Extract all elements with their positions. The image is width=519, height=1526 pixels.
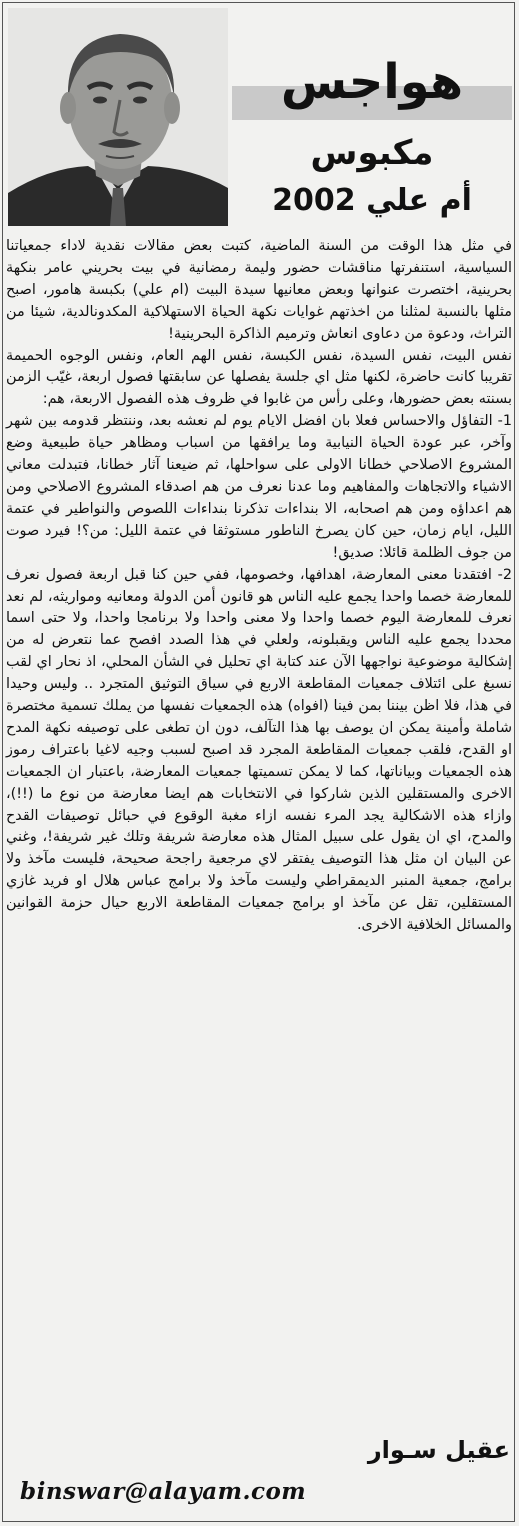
column-heading xyxy=(232,8,512,226)
article-paragraph: نفس البيت، نفس السيدة، نفس الكبسة، نفس الهم العام، ونفس الوجوه الحميمة تقريبا كانت حاضرة، لكنها مثل اي جلسة يفصلها عن سابقتها فصول اربعة، غيّب الزمن بسنته بعض حضورها، وعلى رأس من غابوا في ظروف هذه الفصول الاربعة، هم: xyxy=(6,347,512,408)
article-paragraph: في مثل هذا الوقت من السنة الماضية، كتبت بعض مقالات نقدية لاداء جمعياتنا السياسية، استنفرتها مناقشات حضور وليمة رمضانية في بيت بحريني عامر بنكهة بحرينية، اختصرت عنوانها وبعض معانيها سيدة البيت (ام علي) بكبسة هامور، اصبح مثلها بالنسبة لمثلنا من اخذتهم غوايات نكهة الحياة الاستهلاكية المكدونالدية، شيئا من التراث، ودعوة من دعاوى انعاش وترميم الذاكرة البحرينية! xyxy=(6,238,512,342)
column-title: هواجس xyxy=(280,54,464,110)
article-paragraph: 2- افتقدنا معنى المعارضة، اهدافها، وخصومها، ففي حين كنا قبل اربعة فصول نعرف للمعارضة خصما واحدا يجمع عليه الناس هو قانون أمن الدولة ومعانيه ومواريثه، لم نعد نعرف للمعارضة اليوم خصما واحدا ولا معنى واحدا ولا برنامجا واحدا، ولا حتى اسما محددا يجمع عليه الناس ويقبلونه، ولعلي في هذا الصدد افصح عما نتعرض له من إشكالية موضوعية نواجهها الآن عند كتابة اي تحليل في الشأن المحلي، اذ نحار اي لقب نسبغ على ائتلاف جمعيات المقاطعة الاربع في سياق التوثيق المتجرد .. وليس وحيدا في هذا، فلا اظن بيننا بمن فينا (افواه) هذه الجمعيات نفسها من يملك تسمية مختصرة شاملة وأمينة يمكن ان يوصف بها هذا التآلف، دون ان تطغى على توصيفه نكهة المدح او القدح، فلقب جمعيات المقاطعة المجرد قد اصبح لسبب وجيه لاغيا باعتراف رموز هذه الجمعيات وبياناتها، كما لا يمكن تسميتها جمعيات المعارضة، باعتبار ان الجمعيات الاخرى والمستقلين الذين شاركوا في الانتخابات هم ايضا معارضة من نوع ما (!!)، وازاء هذه الاشكالية يجد المرء نفسه ازاء مغبة الوقوع في حبائل توصيفات القدح والمدح، اي ان يقول على سبيل المثال هذه معارضة شريفة وتلك غير شريفة!، وغني عن البيان ان مثل هذا التوصيف يفتقر لاي مرجعية راجحة صحيحة، فليست مآخذ ولا برامج، جمعية المنبر الديمقراطي وليست مآخذ ولا برامج عباس هلال او فريد غازي المستقلين، تقل عن مآخذ او برامج جمعيات المقاطعة الاربع حيال حزمة القوانين والمسائل الخلافية الاخرى. xyxy=(6,566,512,934)
article-subtitle: أم علي 2002 xyxy=(272,183,472,218)
article-paragraph: 1- التفاؤل والاحساس فعلا بان افضل الايام يوم لم نعشه بعد، وننتظر قدومه بين شهر وآخر، عبر عودة الحياة النيابية وما يرافقها من اسباب ومظاهر حياة طبيعية وضع المشروع الاصلاحي خطانا الاولى على سواحلها، ثم ضيعنا آثار خطانا، فتبدلت معاني الاشياء والاتجاهات والمفاهيم وما عدنا نعرف من هم اصدقاء المشروع الاصلاحي ومن هم اعداؤه ومن هم اصحابه، الا بنداءات تذكرنا بنداءات اللصوص والنواطير في عتمة الليل، ايام زمان، حين كان يصرخ الناطور مستوثقا في عتمة الليل: من؟! فيرد صوت من جوف الظلمة قائلا: صديق! xyxy=(6,413,512,561)
article-body xyxy=(6,236,512,937)
author-portrait-image xyxy=(8,8,228,226)
article-title: مكبوس xyxy=(310,133,434,173)
author-email[interactable]: binswar@alayam.com xyxy=(20,1478,307,1505)
author-photo xyxy=(8,8,228,226)
author-name: عقيل سـوار xyxy=(367,1436,510,1464)
